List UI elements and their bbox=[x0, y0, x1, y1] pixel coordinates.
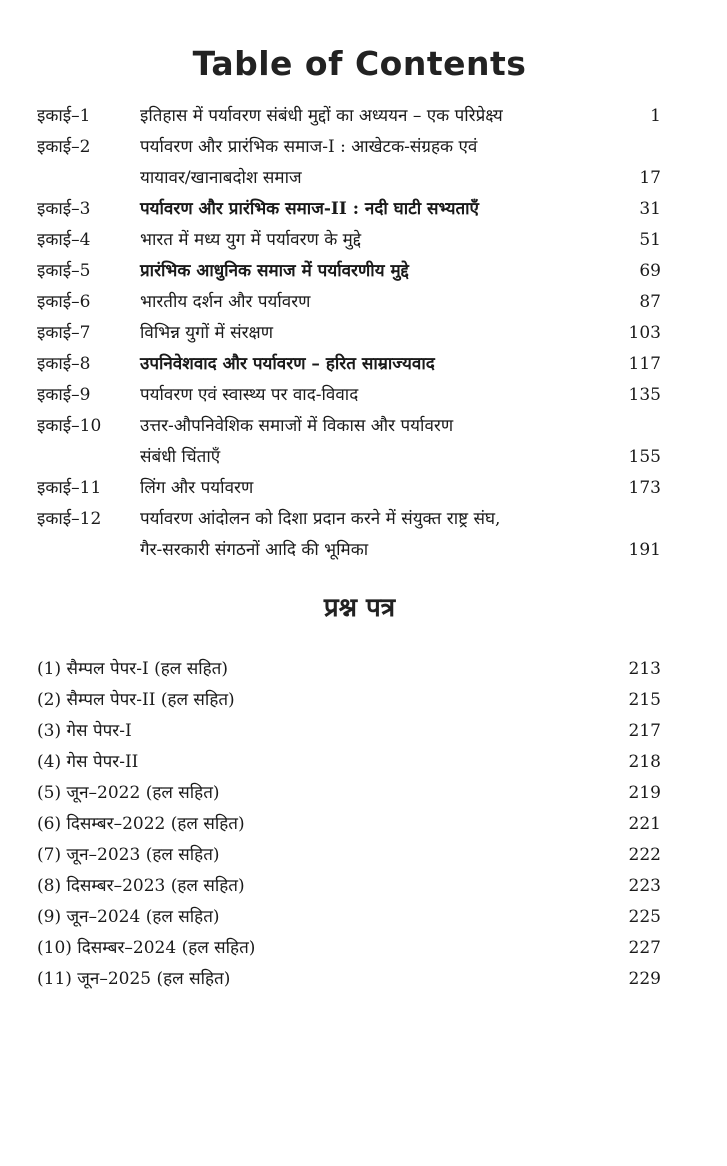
topic-line: उत्तर-औपनिवेशिक समाजों में विकास और पर्यावरण bbox=[140, 416, 454, 436]
paper-title: (5) जून–2022 (हल सहित) bbox=[37, 783, 220, 803]
paper-row bbox=[37, 902, 661, 933]
toc-row bbox=[37, 318, 661, 349]
paper-row bbox=[37, 778, 661, 809]
page-number: 218 bbox=[628, 752, 661, 772]
page-number: 227 bbox=[628, 938, 661, 958]
papers-heading: प्रश्न पत्र bbox=[323, 593, 396, 623]
page-number: 217 bbox=[628, 721, 661, 741]
unit-label: इकाई–11 bbox=[37, 478, 102, 498]
topic-line: विभिन्न युगों में संरक्षण bbox=[140, 323, 274, 343]
unit-topic bbox=[140, 287, 618, 318]
paper-row bbox=[37, 840, 661, 871]
topic-line: यायावर/खानाबदोश समाज bbox=[140, 168, 302, 188]
paper-row bbox=[37, 964, 661, 995]
page-number: 31 bbox=[639, 199, 661, 219]
unit-label: इकाई–3 bbox=[37, 199, 91, 219]
paper-row bbox=[37, 809, 661, 840]
unit-topic bbox=[140, 349, 618, 380]
unit-topic bbox=[140, 256, 618, 287]
paper-row bbox=[37, 871, 661, 902]
topic-line: पर्यावरण एवं स्वास्थ्य पर वाद-विवाद bbox=[140, 385, 359, 405]
toc-row bbox=[37, 349, 661, 380]
topic-line: गैर-सरकारी संगठनों आदि की भूमिका bbox=[140, 540, 369, 560]
paper-title: (1) सैम्पल पेपर-I (हल सहित) bbox=[37, 659, 228, 679]
page-number: 117 bbox=[628, 354, 661, 374]
unit-label: इकाई–6 bbox=[37, 292, 91, 312]
page-number: 103 bbox=[628, 323, 661, 343]
unit-label: इकाई–8 bbox=[37, 354, 91, 374]
paper-row bbox=[37, 654, 661, 685]
toc-row bbox=[37, 132, 661, 194]
page-number: 229 bbox=[628, 969, 661, 989]
unit-topic bbox=[140, 380, 618, 411]
paper-title: (3) गेस पेपर-I bbox=[37, 721, 132, 741]
paper-title: (7) जून–2023 (हल सहित) bbox=[37, 845, 220, 865]
unit-label: इकाई–4 bbox=[37, 230, 91, 250]
page-number: 219 bbox=[628, 783, 661, 803]
unit-topic bbox=[140, 411, 618, 473]
topic-line: भारतीय दर्शन और पर्यावरण bbox=[140, 292, 311, 312]
unit-label: इकाई–9 bbox=[37, 385, 91, 405]
topic-line: उपनिवेशवाद और पर्यावरण – हरित साम्राज्यवाद bbox=[140, 354, 435, 374]
paper-title: (11) जून–2025 (हल सहित) bbox=[37, 969, 231, 989]
toc-row bbox=[37, 225, 661, 256]
unit-topic bbox=[140, 504, 618, 566]
paper-title: (4) गेस पेपर-II bbox=[37, 752, 139, 772]
page-number: 173 bbox=[628, 478, 661, 498]
unit-topic bbox=[140, 194, 618, 225]
unit-topic bbox=[140, 225, 618, 256]
page-number: 225 bbox=[628, 907, 661, 927]
topic-line: इतिहास में पर्यावरण संबंधी मुद्दों का अध्ययन – एक परिप्रेक्ष्य bbox=[140, 106, 503, 126]
page-number: 223 bbox=[628, 876, 661, 896]
paper-row bbox=[37, 933, 661, 964]
unit-label: इकाई–5 bbox=[37, 261, 91, 281]
page-number: 213 bbox=[628, 659, 661, 679]
page-number: 1 bbox=[650, 106, 661, 126]
topic-line: संबंधी चिंताएँ bbox=[140, 447, 221, 467]
toc-row bbox=[37, 504, 661, 566]
toc-row bbox=[37, 380, 661, 411]
toc-list bbox=[37, 101, 661, 566]
topic-line: पर्यावरण और प्रारंभिक समाज-I : आखेटक-संग्रहक एवं bbox=[140, 137, 478, 157]
page-number: 221 bbox=[628, 814, 661, 834]
paper-title: (10) दिसम्बर–2024 (हल सहित) bbox=[37, 938, 256, 958]
unit-topic bbox=[140, 101, 618, 132]
page-number: 135 bbox=[628, 385, 661, 405]
paper-title: (8) दिसम्बर–2023 (हल सहित) bbox=[37, 876, 245, 896]
unit-label: इकाई–12 bbox=[37, 509, 102, 529]
topic-line: भारत में मध्य युग में पर्यावरण के मुद्दे bbox=[140, 230, 362, 250]
page-number: 17 bbox=[639, 168, 661, 188]
toc-row bbox=[37, 194, 661, 225]
page-number: 87 bbox=[639, 292, 661, 312]
paper-title: (2) सैम्पल पेपर-II (हल सहित) bbox=[37, 690, 235, 710]
unit-topic bbox=[140, 318, 618, 349]
unit-topic bbox=[140, 473, 618, 504]
page-number: 51 bbox=[639, 230, 661, 250]
paper-title: (9) जून–2024 (हल सहित) bbox=[37, 907, 220, 927]
topic-line: प्रारंभिक आधुनिक समाज में पर्यावरणीय मुद्दे bbox=[140, 261, 409, 281]
topic-line: लिंग और पर्यावरण bbox=[140, 478, 254, 498]
unit-label: इकाई–7 bbox=[37, 323, 91, 343]
papers-list bbox=[37, 654, 661, 995]
unit-label: इकाई–10 bbox=[37, 416, 102, 436]
toc-row bbox=[37, 256, 661, 287]
paper-row bbox=[37, 716, 661, 747]
topic-line: पर्यावरण और प्रारंभिक समाज-II : नदी घाटी सभ्यताएँ bbox=[140, 199, 479, 219]
toc-row bbox=[37, 411, 661, 473]
toc-row bbox=[37, 473, 661, 504]
page-number: 222 bbox=[628, 845, 661, 865]
paper-title: (6) दिसम्बर–2022 (हल सहित) bbox=[37, 814, 245, 834]
paper-row bbox=[37, 747, 661, 778]
page-number: 155 bbox=[628, 447, 661, 467]
unit-topic bbox=[140, 132, 618, 194]
page-number: 215 bbox=[628, 690, 661, 710]
page-title: Table of Contents bbox=[192, 44, 527, 83]
topic-line: पर्यावरण आंदोलन को दिशा प्रदान करने में संयुक्त राष्ट्र संघ, bbox=[140, 509, 501, 529]
toc-row bbox=[37, 287, 661, 318]
unit-label: इकाई–2 bbox=[37, 137, 91, 157]
unit-label: इकाई–1 bbox=[37, 106, 91, 126]
page-number: 191 bbox=[628, 540, 661, 560]
page-number: 69 bbox=[639, 261, 661, 281]
toc-row bbox=[37, 101, 661, 132]
paper-row bbox=[37, 685, 661, 716]
